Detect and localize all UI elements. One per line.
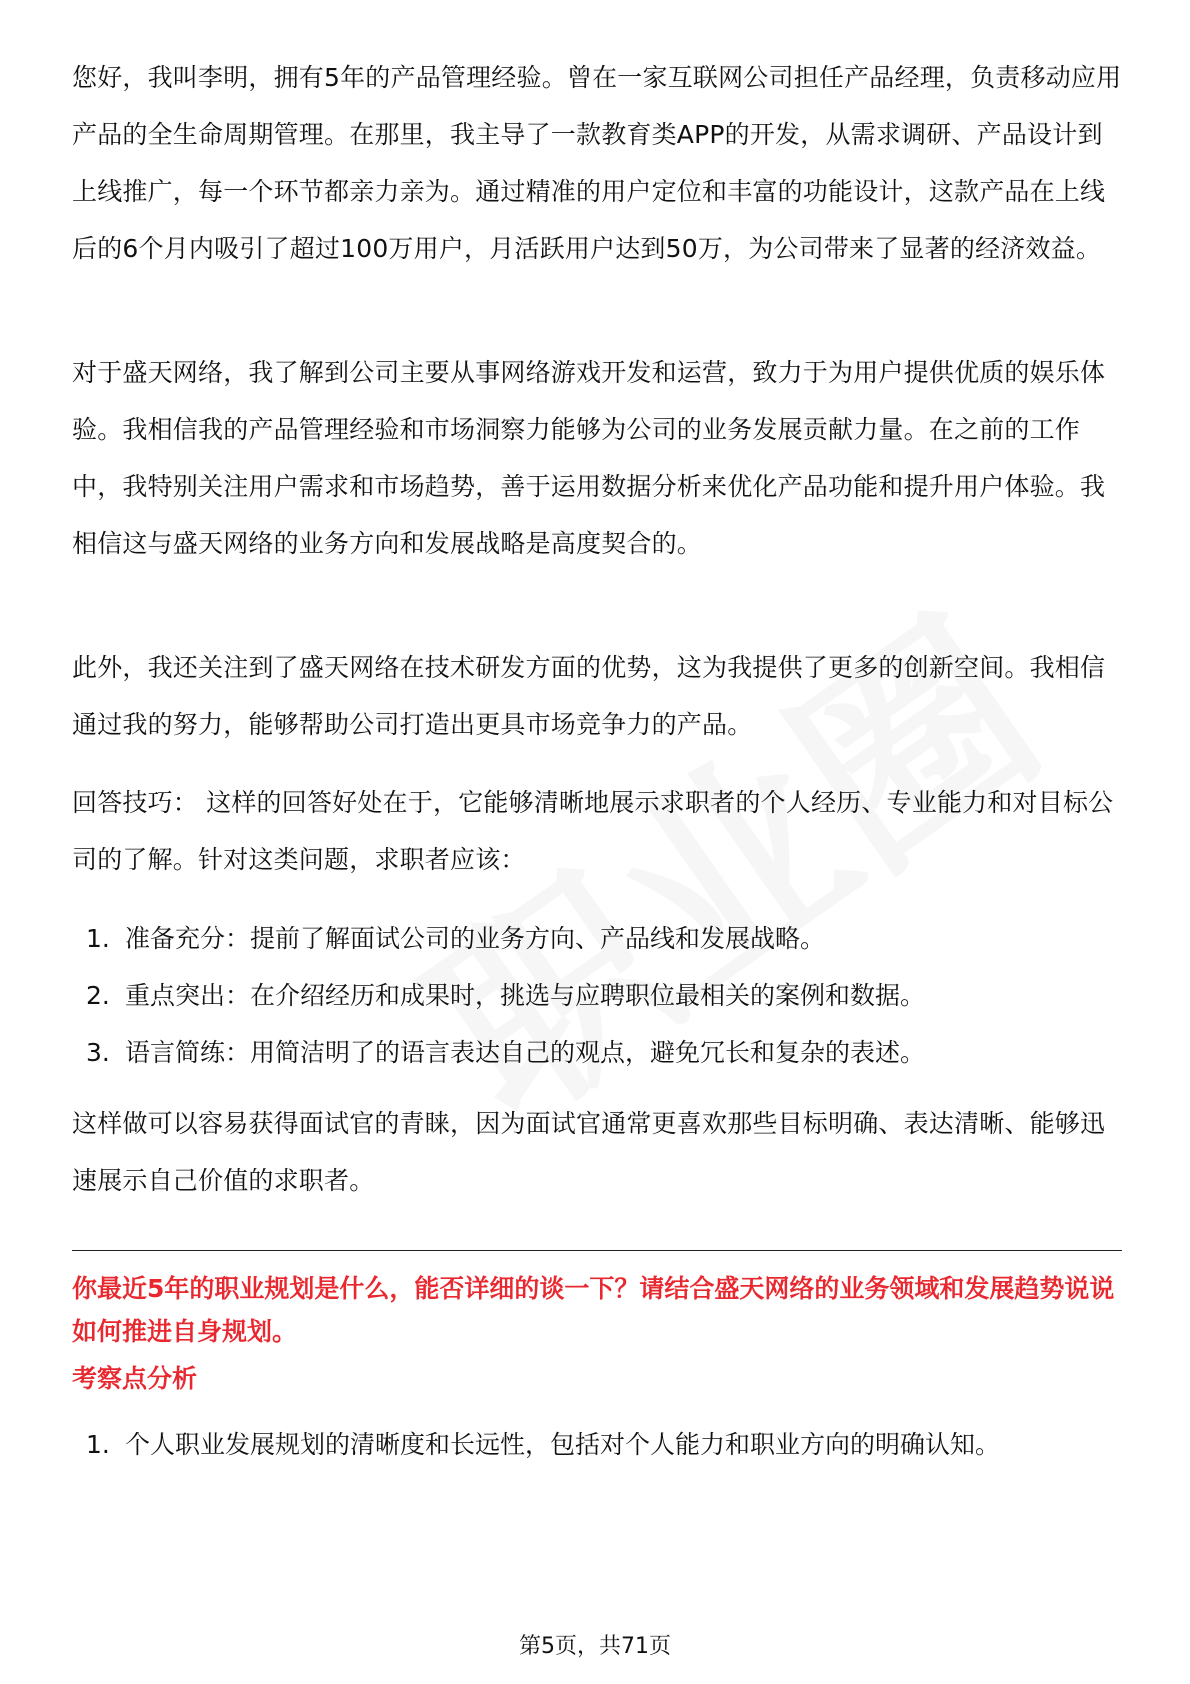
list-number: 2. <box>86 981 110 1010</box>
company-paragraph: 对于盛天网络，我了解到公司主要从事网络游戏开发和运营，致力于为用户提供优质的娱乐体验。我相信我的产品管理经验和市场洞察力能够为公司的业务发展贡献力量。在之前的工作中，我特别关注用户需求和市场趋势，善于运用数据分析来优化产品功能和提升用户体验。我相信这与盛天网络的业务方向和发展战略是高度契合的。 <box>72 358 1106 558</box>
interview-question: 你最近5年的职业规划是什么，能否详细的谈一下？请结合盛天网络的业务领域和发展趋势说说如何推进自身规划。 <box>72 1274 1115 1346</box>
rnd-paragraph: 此外，我还关注到了盛天网络在技术研发方面的优势，这为我提供了更多的创新空间。我相信通过我的努力，能够帮助公司打造出更具市场竞争力的产品。 <box>72 653 1106 739</box>
list-text: 准备充分：提前了解面试公司的业务方向、产品线和发展战略。 <box>125 924 826 953</box>
list-number: 1. <box>86 1430 110 1459</box>
list-number: 1. <box>86 924 110 953</box>
list-item <box>72 1416 1122 1473</box>
list-text: 重点突出：在介绍经历和成果时，挑选与应聘职位最相关的案例和数据。 <box>125 981 926 1010</box>
list-number: 3. <box>86 1038 110 1067</box>
tips-paragraph: 回答技巧： 这样的回答好处在于，它能够清晰地展示求职者的个人经历、专业能力和对目标公司的了解。针对这类问题，求职者应该： <box>72 788 1114 874</box>
list-text: 个人职业发展规划的清晰度和长远性，包括对个人能力和职业方向的明确认知。 <box>125 1430 1001 1459</box>
page-footer: 第5页，共71页 <box>519 1634 671 1659</box>
list-item <box>72 910 1122 967</box>
conclusion-paragraph: 这样做可以容易获得面试官的青睐，因为面试官通常更喜欢那些目标明确、表达清晰、能够迅速展示自己价值的求职者。 <box>72 1109 1106 1195</box>
section-divider <box>72 1250 1122 1251</box>
analysis-list <box>72 1416 1122 1473</box>
list-item <box>72 967 1122 1024</box>
list-text: 语言简练：用简洁明了的语言表达自己的观点，避免冗长和复杂的表述。 <box>125 1038 926 1067</box>
analysis-heading: 考察点分析 <box>72 1364 198 1393</box>
list-item <box>72 1024 1122 1081</box>
tips-list <box>72 910 1122 1081</box>
intro-paragraph: 您好，我叫李明，拥有5年的产品管理经验。曾在一家互联网公司担任产品经理，负责移动应用产品的全生命周期管理。在那里，我主导了一款教育类APP的开发，从需求调研、产品设计到上线推广，每一个环节都亲力亲为。通过精准的用户定位和丰富的功能设计，这款产品在上线后的6个月内吸引了超过100万用户，月活跃用户达到50万，为公司带来了显著的经济效益。 <box>72 63 1122 263</box>
